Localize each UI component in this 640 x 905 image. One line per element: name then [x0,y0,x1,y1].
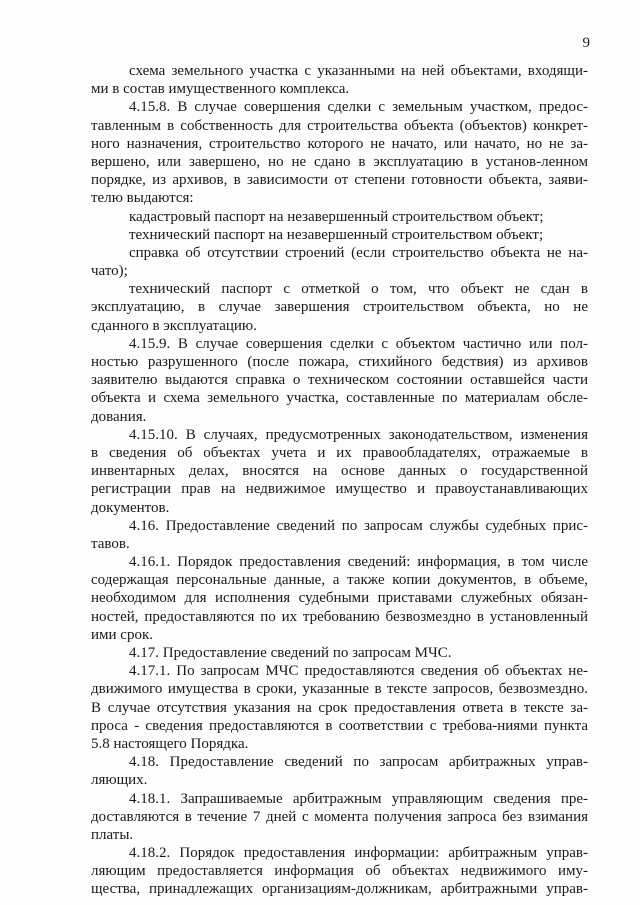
text-line: ностью разрушенного (после пожара, стихийного бедствия) из архивов [91,354,588,370]
text-line: 4.16.1. Порядок предоставления сведений: информация, в том числе [129,554,588,571]
text-line: дования. [91,408,147,425]
text-line: 4.18.2. Порядок предоставления информации: арбитражным управ- [129,845,588,862]
text-line: содержащая персональные данные, а также копии документов, в объеме, [91,572,588,589]
text-line: 4.18. Предоставление сведений по запросам арбитражных управ- [129,754,588,771]
text-line: тавленным в собственность для строительства объекта (объектов) конкрет- [91,117,588,134]
text-line: документов. [91,499,170,516]
text-line: инвентарных делах, вносятся на основе данных о государственной [91,463,588,480]
text-line: чато); [91,263,128,280]
text-line: вершено, или завершено, но не сдано в эксплуатацию в установ-ленном [91,153,588,170]
text-line: объекта и схема земельного участка, составленные по материалам обсле- [91,390,588,407]
text-line: кадастровый паспорт на незавершенный строительством объект; [129,208,544,225]
text-line: сданного в эксплуатацию. [91,317,257,334]
text-line: 4.17. Предоставление сведений по запросам МЧС. [129,645,452,661]
text-line: движимого имущества в сроки, указанные в тексте запросов, безвозмездно. [91,681,588,698]
text-line: ляющим предоставляется информация об объектах недвижимого иму- [91,863,588,880]
text-line: регистрации прав на недвижимое имущество и правоустанавливающих [91,481,588,498]
text-line: 4.17.1. По запросам МЧС предоставляются сведения об объектах не- [129,663,588,680]
text-line: эксплуатацию, в случае завершения строительством объекта, но не [91,299,588,316]
text-line: 4.15.10. В случаях, предусмотренных законодательством, изменения [129,426,588,443]
text-line: в сведения об объектах учета и их правообладателях, отражаемые в [91,444,588,461]
text-line: 5.8 настоящего Порядка. [91,735,249,752]
text-line: справка об отсутствии строений (если строительство объекта не на- [129,244,588,261]
text-line: ляющих. [91,772,148,789]
text-line: технический паспорт с отметкой о том, что объект не сдан в [129,281,588,298]
text-line: 4.16. Предоставление сведений по запросам службы судебных прис- [129,517,588,534]
text-line: ми в состав имущественного комплекса. [91,81,350,98]
text-line: ими срок. [91,626,153,643]
text-line: заявителю выдаются справка о техническом состоянии оставшейся части [91,372,588,389]
text-line: схема земельного участка с указанными на ней объектами, входящи- [129,63,588,79]
text-line: щества, принадлежащих организациям-должникам, арбитражными управ- [91,881,588,898]
text-line: необходимом для исполнения судебными приставами служебных обязан- [91,590,588,607]
text-line: порядке, из архивов, в зависимости от степени готовности объекта, заяви- [91,172,588,189]
text-line: 4.15.9. В случае совершения сделки с объектом частично или пол- [129,335,588,352]
text-line: ного назначения, строительство которого не начато, или начато, но не за- [91,135,588,152]
text-line: тавов. [91,535,130,552]
text-line: 4.15.8. В случае совершения сделки с земельным участком, предос- [129,99,588,116]
text-line: В случае отсутствия указания на срок предоставления ответа в тексте за- [91,699,588,716]
document-body [91,62,588,899]
text-line: технический паспорт на незавершенный строительством объект; [129,226,544,243]
page-number: 9 [582,35,590,51]
text-line: ностей, предоставляются по их требованию безвозмездно в установленный [91,608,588,625]
text-line: платы. [91,826,134,843]
text-line: 4.18.1. Запрашиваемые арбитражным управляющим сведения пре- [129,790,588,807]
text-line: проса - сведения предоставляются в соответствии с требова-ниями пункта [91,717,588,734]
text-line: телю выдаются: [91,190,194,207]
text-line: доставляются в течение 7 дней с момента получения запроса без взимания [91,808,588,825]
